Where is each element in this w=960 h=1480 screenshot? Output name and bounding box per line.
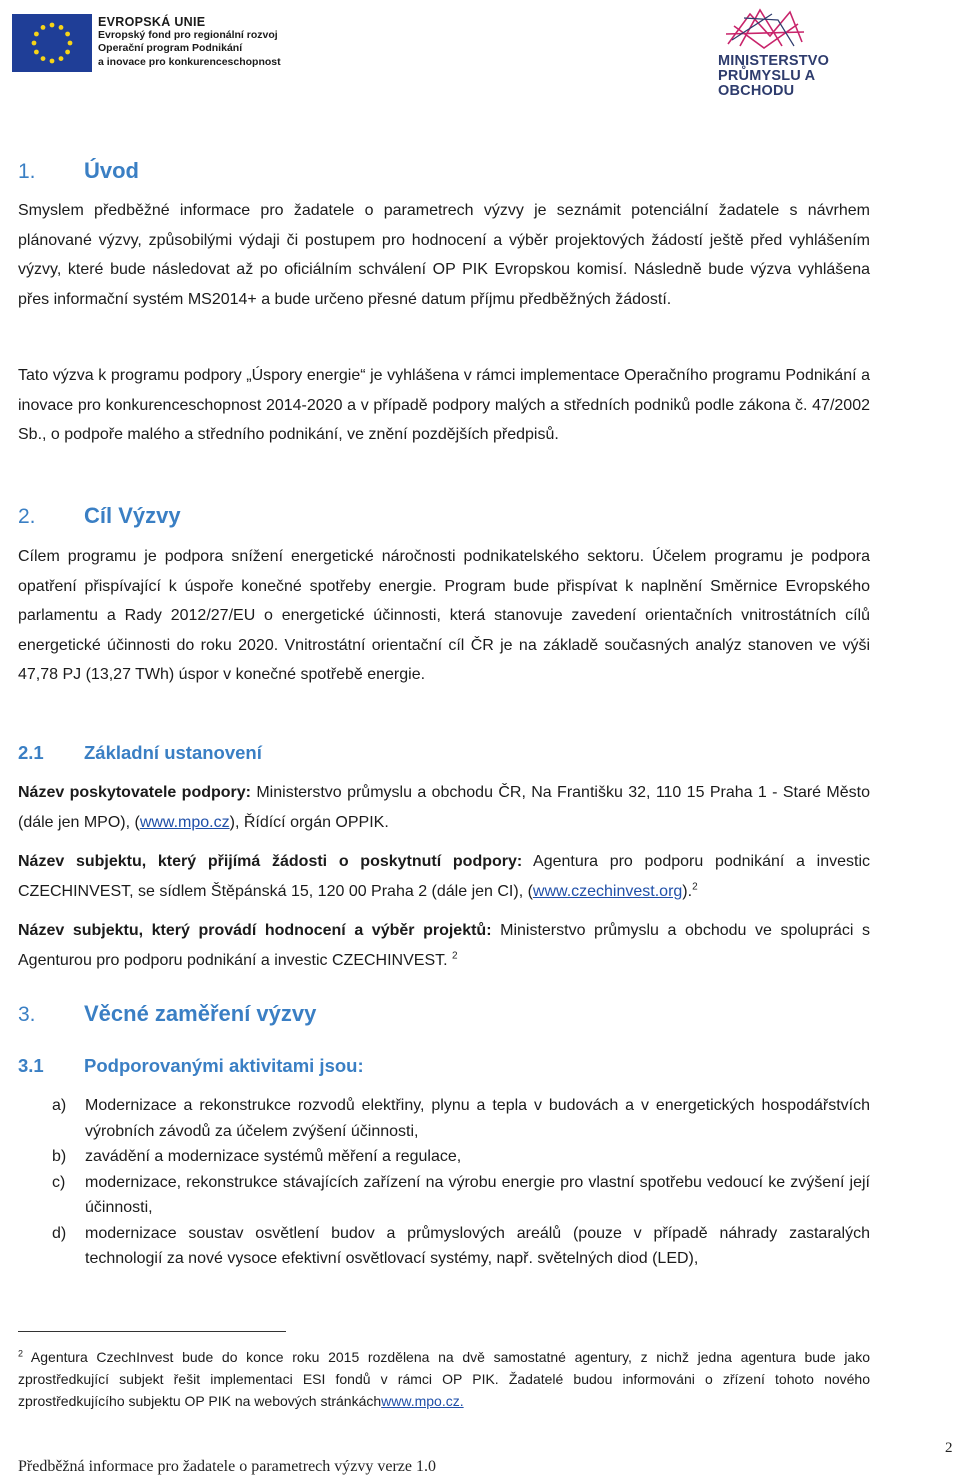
mpo-line: MINISTERSTVO <box>718 53 830 69</box>
provider-text: Ministerstvo průmyslu a obchodu ČR, Na Františku 32, 110 15 Praha 1 - Staré Město (dále jen MPO), ( <box>18 784 871 831</box>
section-heading-2 <box>18 503 181 529</box>
receiver-paragraph <box>18 847 870 906</box>
page-header <box>0 0 960 99</box>
list-marker: b) <box>52 1148 67 1165</box>
mpo-text <box>718 54 884 99</box>
footnote-ref[interactable]: 2 <box>452 950 458 962</box>
page-number: 2 <box>945 1440 953 1456</box>
section-heading-3-1 <box>18 1055 364 1077</box>
section-heading-3 <box>18 1001 316 1027</box>
mpo-line: PRŮMYSLU A OBCHODU <box>718 68 815 99</box>
czechinvest-link[interactable]: www.czechinvest.org <box>532 882 683 900</box>
evaluator-label: Název subjektu, který provádí hodnocení a výběr projektů: <box>18 922 492 939</box>
evaluator-text: Ministerstvo průmyslu a obchodu ve spolupráci s Agenturou pro podporu podnikání a investic CZECHINVEST. <box>18 922 870 969</box>
list-item-text: Modernizace a rekonstrukce rozvodů elektřiny, plynu a tepla v budovách a v energetických hospodářstvích výrobních závodů za účelem zvýšení účinnosti, <box>85 1097 870 1140</box>
mpo-link[interactable]: www.mpo.cz <box>139 813 230 831</box>
footnote <box>18 1346 870 1412</box>
footnote-ref[interactable]: 2 <box>692 881 698 893</box>
page-footer: Předběžná informace pro žadatele o parametrech výzvy verze 1.0 <box>18 1458 436 1475</box>
receiver-text: Agentura pro podporu podnikání a investic CZECHINVEST, se sídlem Štěpánská 15, 120 00 Praha 2 (dále jen CI), ( <box>18 853 870 900</box>
section-heading-1 <box>18 158 139 184</box>
footnote-mpo-link[interactable]: www.mpo.cz. <box>381 1393 464 1409</box>
section-title: Základní ustanovení <box>84 742 262 763</box>
section-number: 3. <box>18 1003 36 1026</box>
list-marker: a) <box>52 1097 67 1114</box>
footnote-separator <box>18 1331 286 1332</box>
list-item-text: zavádění a modernizace systémů měření a regulace, <box>85 1148 462 1165</box>
mpo-logo <box>714 6 884 99</box>
section1-paragraph-2: Tato výzva k programu podpory „Úspory energie“ je vyhlášena v rámci implementace Operačního programu Podnikání a inovace pro konkurenceschopnost 2014-2020 a v případě podpory malých a středních podniků podle zákona č. 47/2002 Sb., o podpoře malého a středního podnikání, ve znění pozdějších předpisů. <box>18 367 870 443</box>
section-title: Podporovanými aktivitami jsou: <box>84 1055 364 1076</box>
section-number: 1. <box>18 160 36 183</box>
section-title: Cíl Výzvy <box>84 503 181 528</box>
section-heading-2-1 <box>18 742 262 764</box>
list-item-text: modernizace, rekonstrukce stávajících zařízení na výrobu energie pro vlastní spotřebu vedoucí ke zvýšení její účinnosti, <box>85 1173 870 1216</box>
receiver-text-end: ). <box>682 882 693 900</box>
mpo-globe-icon <box>720 6 810 52</box>
eu-line: Operační program Podnikání <box>98 42 243 55</box>
provider-paragraph <box>18 778 870 837</box>
section-number: 3.1 <box>18 1055 44 1076</box>
eu-flag-icon <box>12 14 92 72</box>
evaluator-paragraph <box>18 916 870 975</box>
footnote-number: 2 <box>18 1348 24 1359</box>
eu-line: Evropský fond pro regionální rozvoj <box>98 29 278 42</box>
eu-title: EVROPSKÁ UNIE <box>98 15 206 29</box>
list-item <box>18 1170 870 1221</box>
activities-list <box>18 1093 870 1272</box>
provider-label: Název poskytovatele podpory: <box>18 784 251 801</box>
list-marker: d) <box>52 1224 67 1242</box>
eu-line: a inovace pro konkurenceschopnost <box>98 55 281 68</box>
list-item-text: modernizace soustav osvětlení budov a průmyslových areálů (pouze v případě náhrady zastaralých technologií za nové vysoce efektivní osvětlovací systémy, např. světelných diod (LED), <box>85 1224 870 1267</box>
section2-paragraph: Cílem programu je podpora snížení energetické náročnosti podnikatelského sektoru. Účelem programu je podpora opatření přispívající k úspoře konečné spotřeby energie. Program bude přispívat k naplnění Směrnice Evropského parlamentu a Rady 2012/27/EU o energetické účinnosti, která stanovuje zavedení orientačních vnitrostátních cílů energetické účinnosti do roku 2020. Vnitrostátní orientační cíl ČR je na základě současných analýz stanoven ve výši 47,78 PJ (13,27 TWh) úspor v konečné spotřebě energie. <box>18 548 870 683</box>
section1-paragraph-1: Smyslem předběžné informace pro žadatele o parametrech výzvy je seznámit potenciální žadatele s návrhem plánované výzvy, způsobilými výdaji či postupem pro hodnocení a výběr projektových žádostí ještě před vyhlášením výzvy, které bude následovat až po oficiálním schválení OP PIK Evropskou komisí. Následně bude výzva vyhlášena přes informační systém MS2014+ a bude určeno přesné datum příjmu předběžných žádostí. <box>18 202 870 308</box>
provider-text-end: ), Řídící orgán OPPIK. <box>229 813 389 831</box>
section-number: 2. <box>18 505 36 528</box>
list-item <box>18 1221 870 1272</box>
section-title: Věcné zaměření výzvy <box>84 1001 317 1026</box>
list-marker: c) <box>52 1173 66 1191</box>
section-number: 2.1 <box>18 742 44 763</box>
section-title: Úvod <box>84 158 139 183</box>
footnote-text: Agentura CzechInvest bude do konce roku 2015 rozdělena na dvě samostatné agentury, z nichž jedna agentura bude jako zprostředkující subjekt řešit implementaci ESI fondů v rámci OP PIK. Žadatelé budou informováni o zřízení tohoto nového zprostředkujícího subjektu OP PIK na webových stránkách <box>18 1349 870 1409</box>
list-item <box>18 1093 870 1144</box>
list-item <box>18 1144 870 1170</box>
eu-text-block <box>98 16 288 69</box>
receiver-label: Název subjektu, který přijímá žádosti o poskytnutí podpory: <box>18 853 523 870</box>
